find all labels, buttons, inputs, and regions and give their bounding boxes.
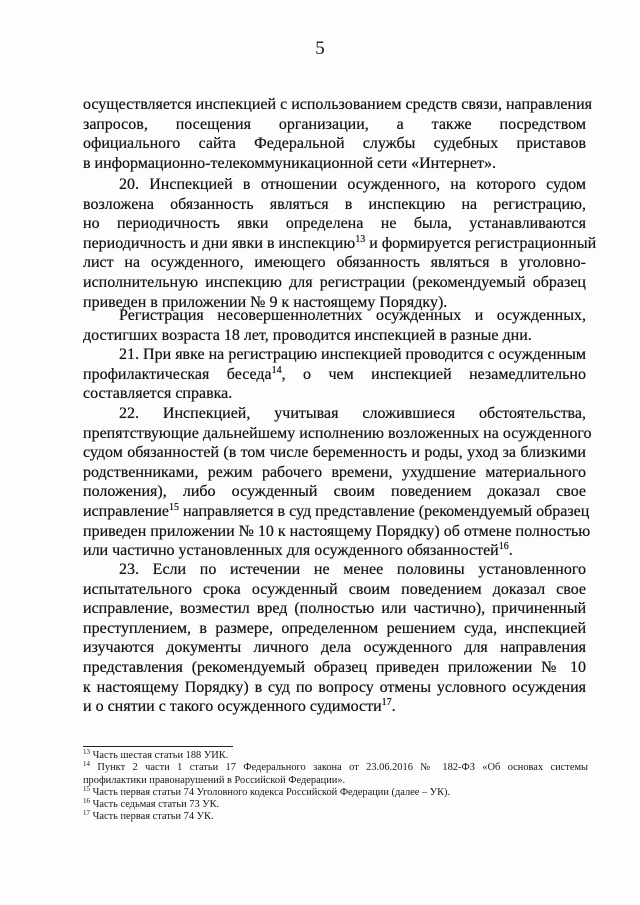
footnote [83, 762, 588, 774]
line-text: и формируется регистрационный [365, 234, 597, 252]
text-line [83, 619, 586, 639]
text-line [83, 233, 597, 254]
text-line [83, 678, 586, 698]
text-line [83, 541, 586, 561]
line-text: направляется в суд представление (рекомендуемый образец [178, 502, 590, 520]
footnote-number: 15 [83, 784, 90, 793]
line-text: 23. Если по истечении не менее половины установленного [119, 561, 586, 578]
text-line [83, 638, 586, 658]
footnote-text: Часть первая статьи 74 УК. [90, 811, 214, 823]
footnote-number: 17 [83, 809, 90, 818]
footnote [83, 784, 588, 799]
line-text: . [391, 698, 396, 716]
line-text: но периодичность явки определена не была, устанавливаются [83, 215, 586, 233]
text-line [83, 365, 586, 385]
line-text: . [508, 542, 513, 560]
text-line [83, 306, 586, 326]
line-text: исправление, возместил вред (полностью или частично), причиненный [83, 600, 586, 618]
line-text: приведен приложении № 10 к настоящему Порядку) об отмене полностью [83, 522, 591, 540]
paragraph [83, 95, 593, 173]
line-text: и о снятии с такого осужденного судимости [83, 698, 382, 716]
text-line [83, 175, 586, 195]
line-text: в информационно-телекоммуникационной сети «Интернет». [83, 154, 496, 172]
line-text: представления (рекомендуемый образец приведен приложении № 10 [83, 658, 586, 676]
line-text: Регистрация несовершеннолетних осужденных и осужденных, [119, 307, 586, 324]
text-line [83, 253, 586, 273]
text-line [83, 195, 586, 215]
text-line [83, 560, 586, 580]
footnote-ref: 15 [168, 501, 179, 513]
text-line [83, 154, 586, 174]
text-line [83, 697, 586, 717]
text-line [83, 345, 586, 365]
line-text: исполнительную инспекцию для регистрации (рекомендуемый образец [83, 273, 586, 291]
text-line [83, 134, 586, 154]
footnote-ref: 17 [381, 697, 392, 709]
line-text: препятствующие дальнейшему исполнению возложенных на осужденного [83, 424, 592, 442]
text-line [83, 404, 586, 424]
footnote-ref: 14 [271, 364, 282, 376]
line-text: периодичность и дни явки в инспекцию [83, 234, 356, 252]
footnote-number: 14 [83, 760, 90, 769]
paragraph [83, 306, 586, 345]
paragraph [83, 560, 586, 717]
line-text: официального сайта Федеральной службы судебных приставов [83, 135, 586, 153]
line-text: составляется справка. [83, 385, 233, 403]
text-line [83, 580, 586, 600]
text-line [83, 273, 586, 293]
line-text: или частично установленных для осужденного обязанностей [83, 542, 499, 560]
footnote-number: 13 [83, 748, 90, 756]
line-text: возложена обязанность являться в инспекцию на регистрацию, [83, 195, 586, 213]
text-line [83, 522, 591, 542]
footnote-number: 16 [83, 797, 90, 806]
text-line [83, 599, 586, 619]
footnote [83, 775, 588, 787]
text-line [83, 443, 586, 463]
line-text: испытательного срока осужденный своим поведением доказал свое [83, 580, 586, 598]
footnote [83, 750, 588, 762]
footnote [83, 811, 588, 823]
line-text: осуществляется инспекцией с использованием средств связи, направления [83, 96, 593, 113]
footnote-text: Пункт 2 части 1 статьи 17 Федерального закона от 23.06.2016 № 182-ФЗ «Об основах системы [90, 762, 588, 774]
line-text: запросов, посещения организации, а также посредством [83, 115, 586, 133]
line-text: к настоящему Порядку) в суд по вопросу отмены условного осуждения [83, 678, 586, 696]
footnotes [83, 750, 588, 824]
line-text: преступлением, в размере, определенном решением суда, инспекцией [83, 619, 586, 637]
line-text: 20. Инспекцией в отношении осужденного, на которого судом [119, 176, 586, 193]
paragraph [83, 345, 586, 404]
text-line [83, 326, 586, 346]
line-text: лист на осужденного, имеющего обязанность являться в уголовно- [83, 254, 586, 272]
text-line [83, 95, 593, 115]
line-text: 22. Инспекцией, учитывая сложившиеся обстоятельства, [119, 405, 586, 422]
line-text: положения), либо осужденный своим поведением доказал свое [83, 483, 586, 501]
footnote-ref: 13 [355, 233, 366, 245]
line-text: достигших возраста 18 лет, проводится инспекцией в разные дни. [83, 326, 532, 344]
line-text: изучаются документы личного дела осужденного для направления [83, 639, 586, 657]
text-line [83, 463, 586, 483]
text-line [83, 501, 590, 522]
text-line [83, 214, 586, 234]
line-text: приведен в приложении № 9 к настоящему Порядку). [83, 293, 448, 311]
line-text: , о чем инспекцией незамедлительно [281, 365, 586, 383]
line-text: судом обязанностей (в том числе беременность и роды, уход за близкими [83, 444, 586, 462]
paragraph [83, 175, 597, 312]
line-text: родственниками, режим рабочего времени, ухудшение материального [83, 463, 586, 481]
text-line [83, 658, 586, 678]
line-text: 21. При явке на регистрацию инспекцией проводится с осужденным [119, 346, 586, 363]
footnote-text: профилактики правонарушений в Российской Федерации». [83, 774, 346, 786]
footnote-ref: 16 [498, 541, 509, 553]
paragraph [83, 404, 592, 561]
footnote-text: Часть первая статьи 74 Уголовного кодекса Российской Федерации (далее – УК). [90, 786, 451, 798]
line-text: профилактическая беседа [83, 365, 272, 383]
footnote-divider [83, 746, 233, 747]
page-number: 5 [315, 38, 325, 59]
line-text: исправление [83, 502, 169, 520]
footnote [83, 799, 588, 811]
footnote-text: Часть шестая статьи 188 УИК. [90, 750, 229, 761]
text-line [83, 115, 586, 135]
text-line [83, 482, 586, 502]
text-line [83, 424, 592, 444]
footnote-text: Часть седьмая статьи 73 УК. [90, 799, 220, 811]
text-line [83, 384, 586, 404]
